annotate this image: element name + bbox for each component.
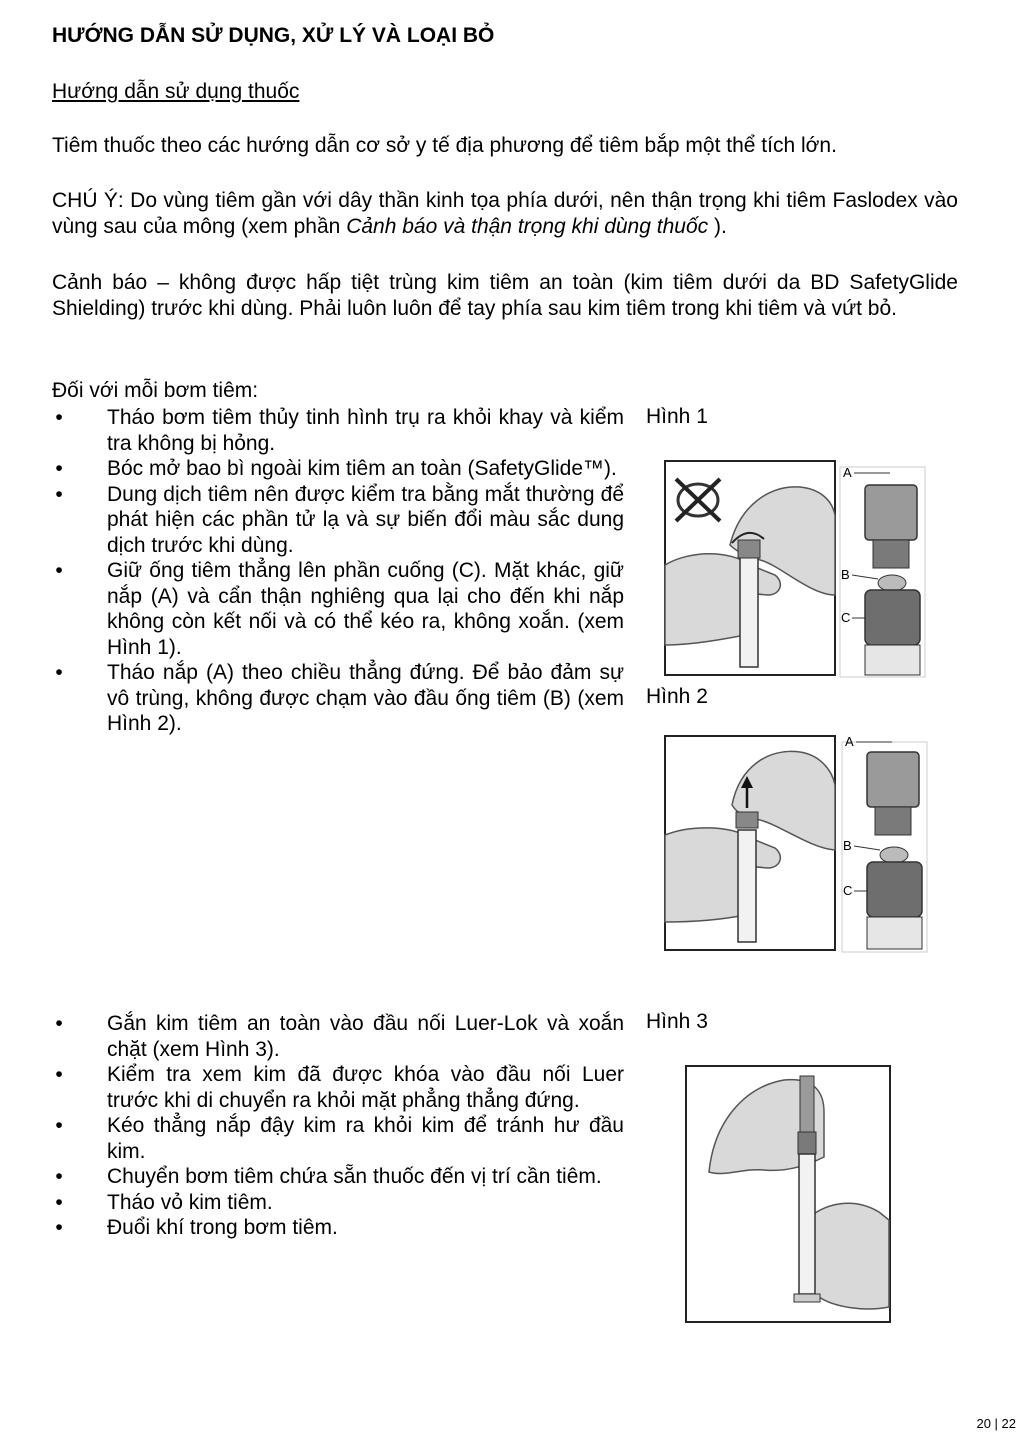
tip-b-icon	[878, 575, 906, 591]
syringe-barrel-icon	[799, 1154, 815, 1294]
cap-a-tip-icon	[873, 540, 909, 568]
steps-list-2	[52, 1011, 624, 1241]
list-item	[52, 482, 624, 559]
step-text: Giữ ống tiêm thẳng lên phần cuống (C). Mặt khác, giữ nắp (A) và cẩn thận nghiêng qua lại cho đến khi nắp không còn kết nối và có thể kéo ra, không xoắn. (xem Hình 1).	[107, 559, 624, 659]
step-text: Chuyển bơm tiêm chứa sẵn thuốc đến vị trí cần tiêm.	[107, 1165, 602, 1188]
list-item	[52, 1113, 624, 1164]
page-title: HƯỚNG DẪN SỬ DỤNG, XỬ LÝ VÀ LOẠI BỎ	[52, 24, 495, 47]
part-b-label: B	[843, 838, 852, 853]
bullet: •	[55, 457, 63, 480]
list-item	[52, 1190, 624, 1216]
figure-2-label: Hình 2	[646, 685, 708, 708]
page-number: 20 | 22	[976, 1416, 1016, 1431]
figure-2-illustration	[660, 730, 932, 955]
bullet: •	[55, 406, 63, 429]
cap-a-tip-icon	[875, 807, 911, 835]
plunger-flange-icon	[794, 1294, 820, 1302]
list-item	[52, 1011, 624, 1062]
list-item	[52, 456, 624, 482]
caution-end: ).	[708, 215, 727, 238]
list-item	[52, 1062, 624, 1113]
each-syringe-heading: Đối với mỗi bơm tiêm:	[52, 379, 259, 402]
figure-3-label: Hình 3	[646, 1010, 708, 1033]
caution-text: CHÚ Ý: Do vùng tiêm gần với dây thần kinh tọa phía dưới, nên thận trọng khi tiêm Faslodex vào vùng sau của mông (xem phần	[52, 189, 958, 238]
cap-a-icon	[867, 752, 919, 807]
bullet: •	[55, 482, 63, 506]
section-subtitle: Hướng dẫn sử dụng thuốc	[52, 80, 300, 103]
list-item	[52, 1164, 624, 1190]
step-text: Tháo nắp (A) theo chiều thẳng đứng. Để bảo đảm sự vô trùng, không được chạm vào đầu ống tiêm (B) (xem Hình 2).	[107, 661, 624, 735]
step-text: Đuổi khí trong bơm tiêm.	[107, 1216, 338, 1239]
syringe-cap-icon	[738, 540, 760, 558]
barrel-bottom-icon	[865, 645, 920, 675]
collar-c-icon	[865, 590, 920, 645]
barrel-bottom-icon	[867, 917, 922, 949]
needle-shield-icon	[800, 1076, 814, 1132]
figure-3-illustration	[684, 1062, 894, 1326]
list-item	[52, 660, 624, 737]
bullet: •	[55, 1165, 63, 1188]
syringe-barrel-icon	[738, 830, 756, 942]
step-text: Dung dịch tiêm nên được kiểm tra bằng mắt thường để phát hiện các phần tử lạ và sự biến đổi màu sắc dung dịch trước khi dùng.	[107, 482, 624, 557]
part-c-label: C	[843, 883, 853, 898]
intro-paragraph: Tiêm thuốc theo các hướng dẫn cơ sở y tế địa phương để tiêm bắp một thể tích lớn.	[52, 134, 837, 157]
step-text: Bóc mở bao bì ngoài kim tiêm an toàn (SafetyGlide™).	[107, 457, 617, 480]
bullet: •	[55, 1190, 63, 1214]
step-text: Tháo bơm tiêm thủy tinh hình trụ ra khỏi khay và kiểm tra không bị hỏng.	[107, 406, 624, 455]
cap-a-icon	[865, 485, 917, 540]
steps-list-1	[52, 405, 624, 737]
caution-paragraph	[52, 188, 958, 240]
bullet: •	[55, 661, 63, 684]
step-text: Kiểm tra xem kim đã được khóa vào đầu nối Luer trước khi di chuyển ra khỏi mặt phẳng thẳng đứng.	[107, 1063, 624, 1112]
warning-paragraph: Cảnh báo – không được hấp tiệt trùng kim tiêm an toàn (kim tiêm dưới da BD SafetyGlide Shielding) trước khi dùng. Phải luôn luôn để tay phía sau kim tiêm trong khi tiêm và vứt bỏ.	[52, 271, 958, 320]
figure-1-illustration	[660, 455, 930, 680]
list-item	[52, 558, 624, 660]
list-item	[52, 1215, 624, 1241]
caution-section-reference: Cảnh báo và thận trọng khi dùng thuốc	[346, 215, 709, 238]
bullet: •	[55, 559, 63, 582]
bullet: •	[55, 1063, 63, 1086]
bullet: •	[55, 1012, 63, 1035]
part-a-label: A	[845, 734, 854, 749]
list-item	[52, 405, 624, 456]
step-text: Kéo thẳng nắp đậy kim ra khỏi kim để tránh hư đầu kim.	[107, 1114, 624, 1163]
part-c-label: C	[841, 610, 851, 625]
syringe-barrel-icon	[740, 555, 758, 667]
part-b-label: B	[841, 567, 850, 582]
bullet: •	[55, 1216, 63, 1239]
tip-b-icon	[880, 847, 908, 863]
step-text: Gắn kim tiêm an toàn vào đầu nối Luer-Lok và xoắn chặt (xem Hình 3).	[107, 1012, 624, 1061]
part-a-label: A	[843, 465, 852, 480]
bullet: •	[55, 1114, 63, 1137]
collar-c-icon	[867, 862, 922, 917]
luer-lok-connector-icon	[798, 1132, 816, 1154]
figure-1-label: Hình 1	[646, 405, 708, 428]
syringe-cap-icon	[736, 812, 758, 828]
step-text: Tháo vỏ kim tiêm.	[107, 1190, 273, 1214]
